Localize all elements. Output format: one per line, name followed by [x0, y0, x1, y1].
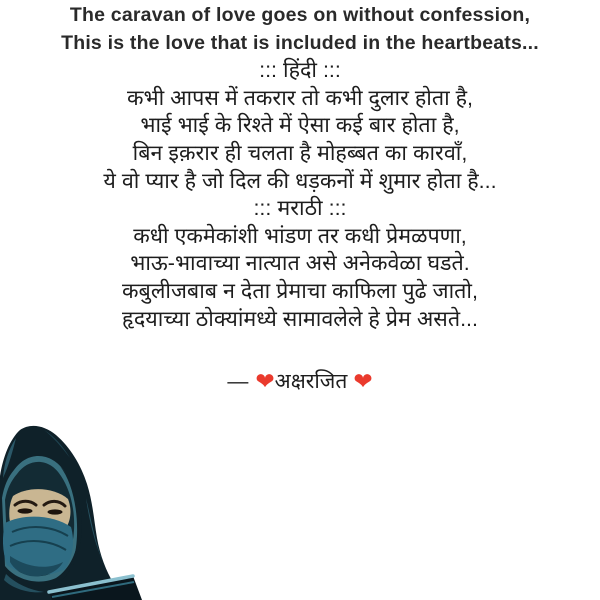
- marathi-section-header: ::: मराठी :::: [253, 196, 347, 221]
- hindi-section-header: ::: हिंदी :::: [259, 58, 341, 83]
- poem-line-marathi-1: कधी एकमेकांशी भांडण तर कधी प्रेमळपणा,: [133, 223, 467, 248]
- eye: [18, 508, 33, 513]
- heart-icon: ❤: [255, 368, 275, 394]
- hooded-hacker-illustration: [0, 424, 150, 600]
- eye: [48, 509, 63, 514]
- poem-line-marathi-4: हृदयाच्या ठोक्यांमध्ये सामावलेले हे प्रेम असते...: [122, 306, 478, 331]
- heart-icon: ❤: [353, 368, 373, 394]
- author-signature: [0, 366, 600, 397]
- poem-text-block: [0, 2, 600, 333]
- poem-line-english-1: The caravan of love goes on without confession,: [69, 4, 531, 26]
- poem-line-hindi-2: भाई भाई के रिश्ते में ऐसा कई बार होता है,: [140, 113, 460, 138]
- poem-line-hindi-4: ये वो प्यार है जो दिल की धड़कनों में शुमार होता है...: [103, 168, 497, 193]
- signature-dash: —: [227, 370, 249, 393]
- poem-line-hindi-3: बिन इक़रार ही चलता है मोहब्बत का कारवाँ,: [132, 140, 468, 165]
- poem-line-marathi-2: भाऊ-भावाच्या नात्यात असे अनेकवेळा घडते.: [130, 251, 470, 276]
- poem-line-hindi-1: कभी आपस में तकरार तो कभी दुलार होता है,: [126, 85, 474, 110]
- poem-line-english-2: This is the love that is included in the heartbeats...: [61, 31, 539, 54]
- poem-line-marathi-3: कबुलीजबाब न देता प्रेमाचा काफिला पुढे जातो,: [122, 278, 478, 303]
- author-name: अक्षरजित: [274, 370, 348, 393]
